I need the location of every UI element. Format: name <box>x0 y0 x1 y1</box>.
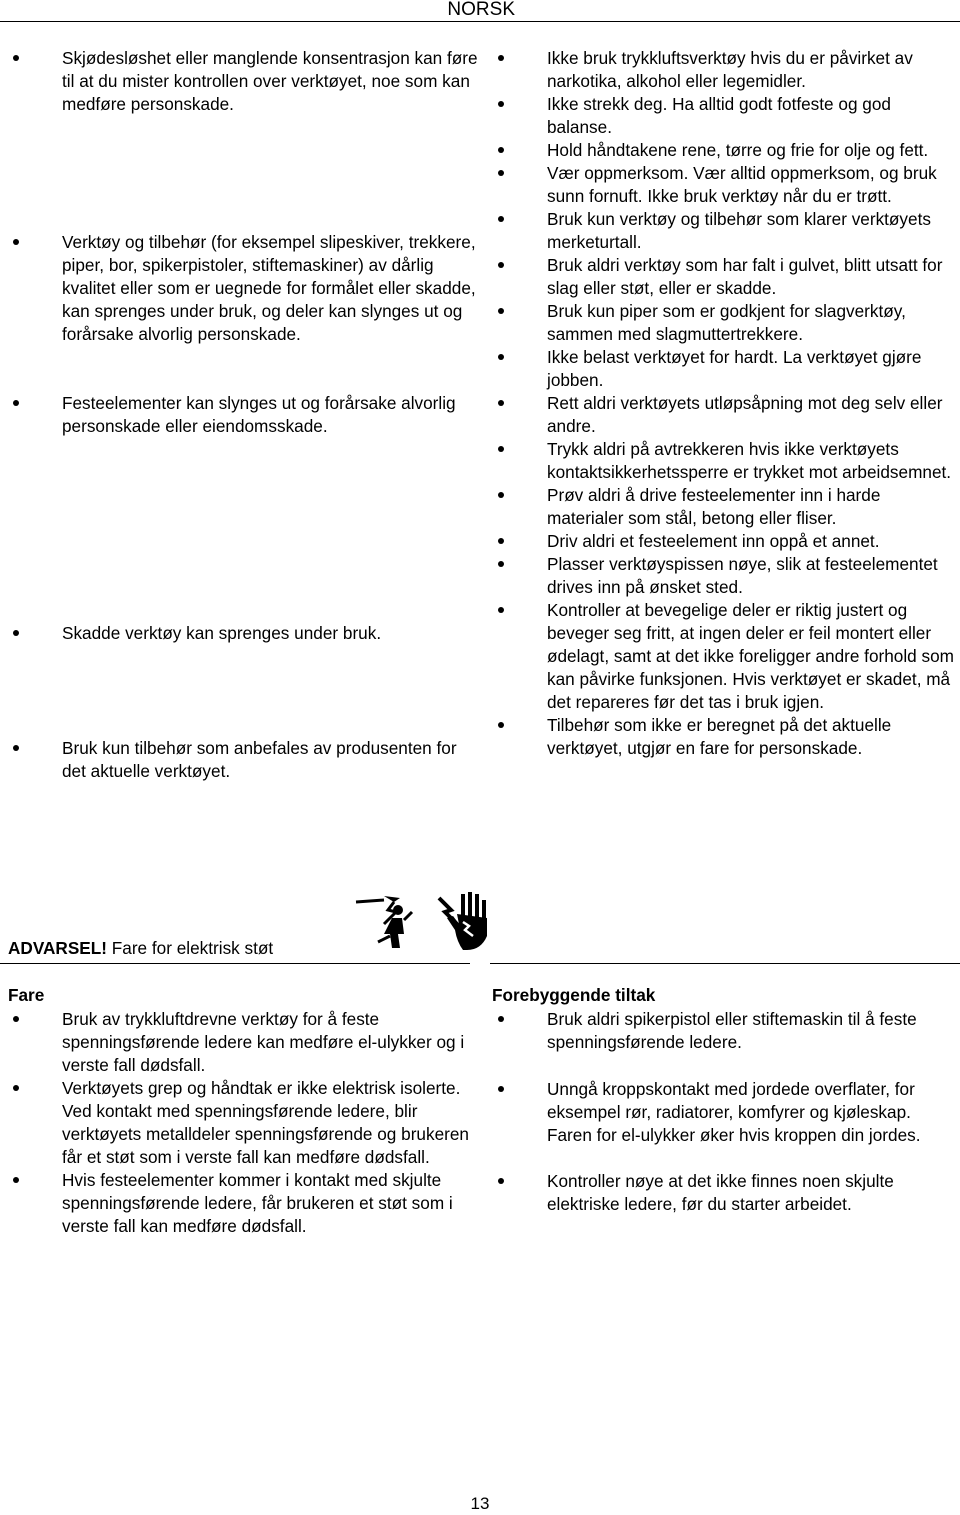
list-item: Tilbehør som ikke er beregnet på det aktuelle verktøyet, utgjør en fare for personskade. <box>493 714 958 760</box>
header-rule <box>0 21 960 22</box>
right-column-list <box>493 47 958 760</box>
fare-heading: Fare <box>8 985 45 1005</box>
fare-list <box>8 1008 478 1238</box>
list-item: Bruk aldri verktøy som har falt i gulvet, blitt utsatt for slag eller støt, eller er skadde. <box>493 254 958 300</box>
header-language: NORSK <box>447 0 515 20</box>
list-item: Verktøyets grep og håndtak er ikke elektrisk isolerte. Ved kontakt med spenningsførende ledere, blir verktøyets metalldeler spenningsførende og brukeren får et støt som i verste fall kan medføre dødsfall. <box>8 1077 478 1169</box>
warning-text: Fare for elektrisk støt <box>107 938 274 958</box>
left-column-list <box>8 47 478 783</box>
list-item: Bruk aldri spikerpistol eller stiftemaskin til å feste spenningsførende ledere. <box>493 1008 958 1054</box>
warning-icons <box>354 890 509 958</box>
list-item: Bruk kun verktøy og tilbehør som klarer verktøyets merketurtall. <box>493 208 958 254</box>
list-item: Ikke strekk deg. Ha alltid godt fotfeste og god balanse. <box>493 93 958 139</box>
list-item: Skjødesløshet eller manglende konsentrasjon kan føre til at du mister kontrollen over verktøyet, noe som kan medføre personskade. <box>8 47 478 116</box>
divider-right <box>490 963 960 964</box>
list-item: Vær oppmerksom. Vær alltid oppmerksom, og bruk sunn fornuft. Ikke bruk verktøy når du er trøtt. <box>493 162 958 208</box>
electric-shock-person-icon <box>354 890 418 952</box>
list-item: Trykk aldri på avtrekkeren hvis ikke verktøyets kontaktsikkerhetssperre er trykket mot arbeidsemnet. <box>493 438 958 484</box>
tiltak-list <box>493 1008 958 1216</box>
list-item: Bruk kun piper som er godkjent for slagverktøy, sammen med slagmuttertrekkere. <box>493 300 958 346</box>
list-item: Driv aldri et festeelement inn oppå et annet. <box>493 530 958 553</box>
list-item: Rett aldri verktøyets utløpsåpning mot deg selv eller andre. <box>493 392 958 438</box>
list-item: Hvis festeelementer kommer i kontakt med skjulte spenningsførende ledere, får brukeren et støt som i verste fall kan medføre dødsfall. <box>8 1169 478 1238</box>
list-item: Ikke belast verktøyet for hardt. La verktøyet gjøre jobben. <box>493 346 958 392</box>
tiltak-heading: Forebyggende tiltak <box>492 985 656 1005</box>
list-item: Prøv aldri å drive festeelementer inn i harde materialer som stål, betong eller fliser. <box>493 484 958 530</box>
list-item: Kontroller nøye at det ikke finnes noen skjulte elektriske ledere, før du starter arbeidet. <box>493 1170 958 1216</box>
list-item: Bruk av trykkluftdrevne verktøy for å feste spenningsførende ledere kan medføre el-ulykker og i verste fall dødsfall. <box>8 1008 478 1077</box>
list-item: Kontroller at bevegelige deler er riktig justert og beveger seg fritt, at ingen deler er feil montert eller ødelagt, samt at det ikke foreligger andre forhold som kan påvirke funksjonen. Hvis verktøyet er skadet, må det repareres før det tas i bruk igjen. <box>493 599 958 714</box>
divider-left <box>0 963 470 964</box>
list-item: Festeelementer kan slynges ut og forårsake alvorlig personskade eller eiendomsskade. <box>8 392 478 438</box>
warning-label: ADVARSEL! <box>8 938 107 958</box>
page-number: 13 <box>470 1494 490 1513</box>
warning-line <box>8 937 273 960</box>
electric-shock-hand-icon <box>435 890 497 952</box>
list-item: Unngå kroppskontakt med jordede overflater, for eksempel rør, radiatorer, komfyrer og kjøleskap. Faren for el-ulykker øker hvis kroppen din jordes. <box>493 1078 958 1147</box>
list-item: Bruk kun tilbehør som anbefales av produsenten for det aktuelle verktøyet. <box>8 737 478 783</box>
list-item: Hold håndtakene rene, tørre og frie for olje og fett. <box>493 139 958 162</box>
list-item: Ikke bruk trykkluftsverktøy hvis du er påvirket av narkotika, alkohol eller legemidler. <box>493 47 958 93</box>
list-item: Verktøy og tilbehør (for eksempel slipeskiver, trekkere, piper, bor, spikerpistoler, stiftemaskiner) av dårlig kvalitet eller som er uegnede for formålet eller skadde, kan sprenges under bruk, og deler kan slynges ut og forårsake alvorlig personskade. <box>8 231 478 346</box>
list-item: Skadde verktøy kan sprenges under bruk. <box>8 622 478 645</box>
list-item: Plasser verktøyspissen nøye, slik at festeelementet drives inn på ønsket sted. <box>493 553 958 599</box>
